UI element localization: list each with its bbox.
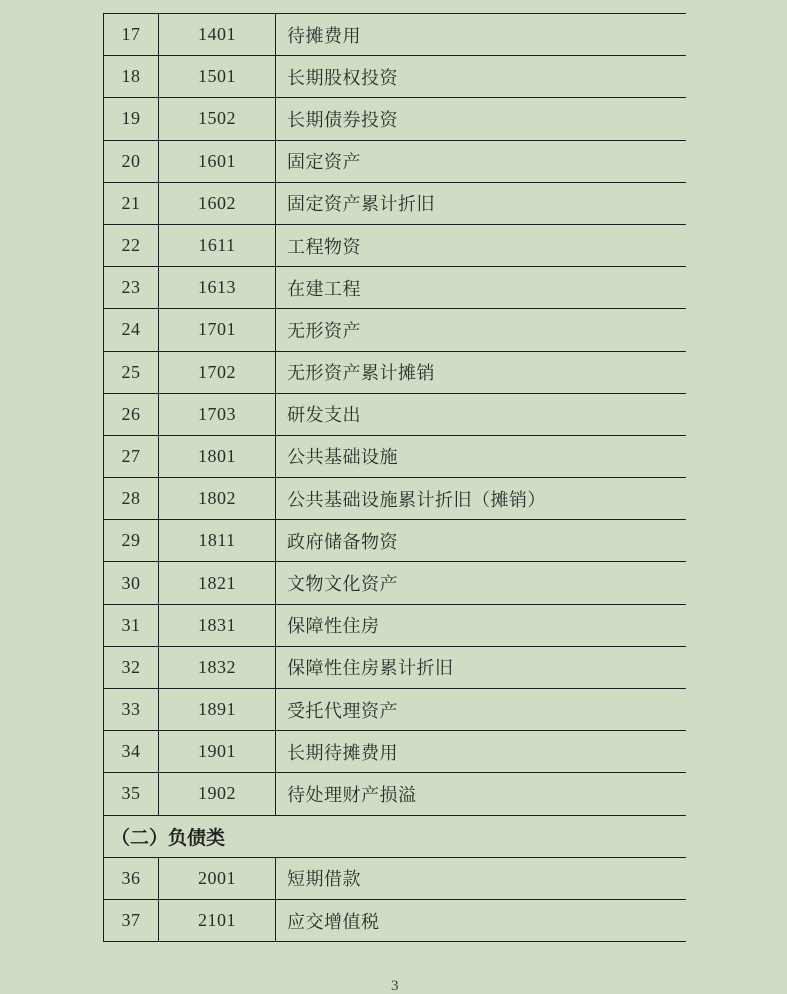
row-number-cell: 35 [104,773,159,814]
account-name-cell: 政府储备物资 [287,531,398,552]
page-number-clipped [391,978,403,994]
account-name-cell: 保障性住房 [287,616,380,637]
table-row [104,267,686,309]
row-number-cell: 22 [104,225,159,266]
table-row [104,225,686,267]
row-number-cell: 33 [104,689,159,730]
account-code-cell: 1602 [159,183,276,224]
account-code-cell: 1801 [159,436,276,477]
section-header-row [104,816,686,858]
table-row [104,352,686,394]
account-name-cell: 研发支出 [287,405,361,426]
table-row [104,773,686,815]
section-title: （二）负债类 [111,827,226,849]
account-code-cell: 1831 [159,605,276,646]
account-code-cell: 1501 [159,56,276,97]
account-name-cell: 公共基础设施 [287,447,398,468]
row-number-cell: 20 [104,141,159,182]
table-row [104,394,686,436]
table-row [104,689,686,731]
page-number-text: 3 [391,978,399,994]
account-name-cell: 固定资产累计折旧 [287,194,435,215]
account-code-cell: 1703 [159,394,276,435]
row-number-cell: 21 [104,183,159,224]
account-code-cell: 1821 [159,562,276,603]
account-code-cell: 1802 [159,478,276,519]
account-name-cell: 无形资产累计摊销 [287,363,435,384]
account-code-cell: 1701 [159,309,276,350]
row-number-cell: 23 [104,267,159,308]
table-row [104,56,686,98]
account-name-cell: 受托代理资产 [287,700,398,721]
account-name-cell: 长期待摊费用 [287,742,398,763]
row-number-cell: 18 [104,56,159,97]
row-number-cell: 24 [104,309,159,350]
account-code-cell: 1613 [159,267,276,308]
account-code-cell: 1702 [159,352,276,393]
account-code-cell: 1901 [159,731,276,772]
table-row [104,14,686,56]
account-name-cell: 待摊费用 [287,25,361,46]
account-name-cell: 无形资产 [287,320,361,341]
row-number-cell: 19 [104,98,159,139]
row-number-cell: 28 [104,478,159,519]
account-name-cell: 保障性住房累计折旧 [287,658,454,679]
row-number-cell: 29 [104,520,159,561]
row-number-cell: 30 [104,562,159,603]
account-code-cell: 1601 [159,141,276,182]
row-number-cell: 17 [104,14,159,55]
table-row [104,478,686,520]
account-name-cell: 短期借款 [287,869,361,890]
table-row [104,858,686,900]
table-row [104,436,686,478]
account-code-cell: 1611 [159,225,276,266]
table-row [104,520,686,562]
table-row [104,647,686,689]
account-code-cell: 1811 [159,520,276,561]
account-name-cell: 文物文化资产 [287,574,398,595]
account-name-cell: 公共基础设施累计折旧（摊销） [287,489,546,510]
row-number-cell: 31 [104,605,159,646]
account-name-cell: 应交增值税 [287,911,380,932]
table-row [104,141,686,183]
table-row [104,605,686,647]
row-number-cell: 25 [104,352,159,393]
table-row [104,900,686,942]
account-code-cell: 1832 [159,647,276,688]
account-name-cell: 长期股权投资 [287,67,398,88]
table-row [104,98,686,140]
account-table [103,13,686,942]
account-name-cell: 待处理财产损溢 [287,784,417,805]
row-number-cell: 26 [104,394,159,435]
account-code-cell: 1502 [159,98,276,139]
table-row [104,183,686,225]
account-code-cell: 1891 [159,689,276,730]
table-row [104,309,686,351]
account-code-cell: 2001 [159,858,276,899]
account-code-cell: 1401 [159,14,276,55]
account-name-cell: 固定资产 [287,152,361,173]
row-number-cell: 27 [104,436,159,477]
row-number-cell: 32 [104,647,159,688]
account-name-cell: 在建工程 [287,278,361,299]
account-name-cell: 长期债券投资 [287,109,398,130]
account-name-cell: 工程物资 [287,236,361,257]
table-row [104,731,686,773]
account-code-cell: 2101 [159,900,276,941]
row-number-cell: 34 [104,731,159,772]
table-row [104,562,686,604]
row-number-cell: 37 [104,900,159,941]
row-number-cell: 36 [104,858,159,899]
account-code-cell: 1902 [159,773,276,814]
